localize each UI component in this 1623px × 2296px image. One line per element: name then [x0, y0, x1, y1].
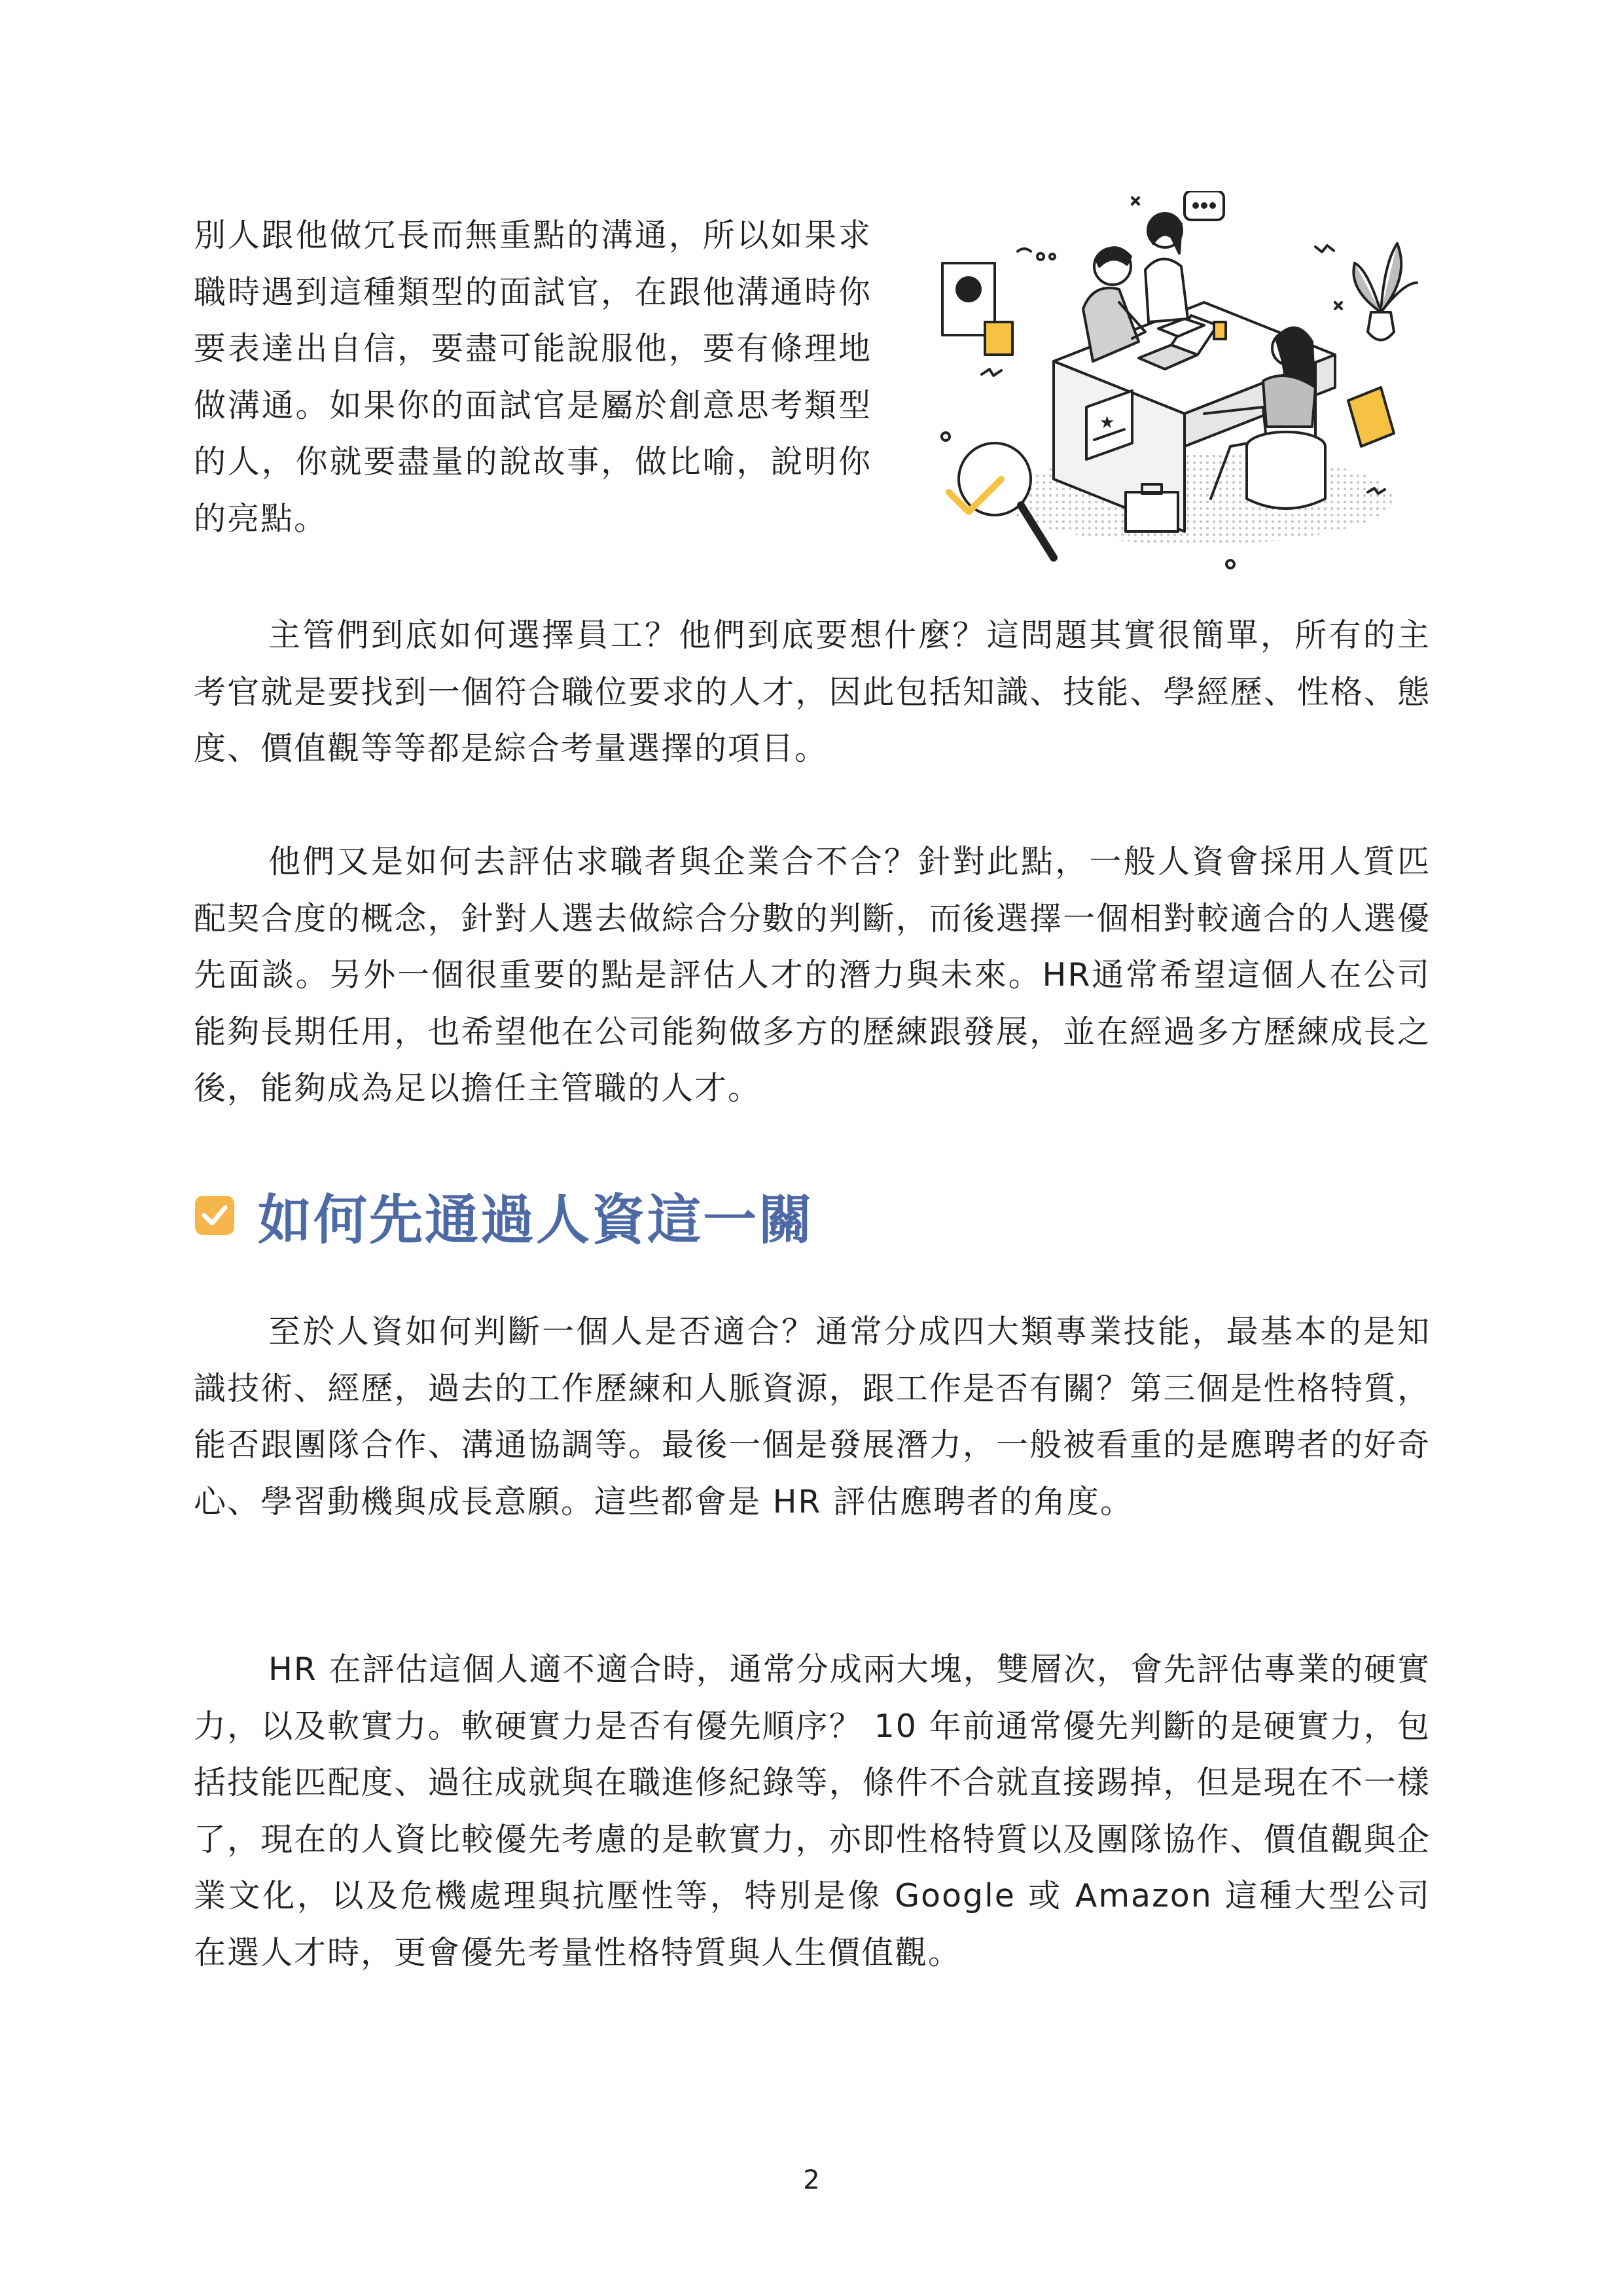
- page-number: 2: [803, 2165, 820, 2195]
- paragraph-1: 別人跟他做冗長而無重點的溝通，所以如果求職時遇到這種類型的面試官，在跟他溝通時你要表達出自信，要盡可能說服他，要有條理地做溝通。如果你的面試官是屬於創意思考類型的人，你就要盡量的說故事，做比喻，說明你的亮點。: [194, 217, 872, 537]
- checkbox-icon: [194, 1194, 236, 1236]
- paragraph-5: HR 在評估這個人適不適合時，通常分成兩大塊，雙層次，會先評估專業的硬實力，以及軟實力。軟硬實力是否有優先順序？ 10 年前通常優先判斷的是硬實力，包括技能匹配度、過往成就與在職進修紀錄等，條件不合就直接踢掉，但是現在不一樣了，現在的人資比較優先考慮的是軟實力，亦即性格特質以及團隊協作、價值觀與企業文化，以及危機處理與抗壓性等，特別是像 Google 或 Amazon 這種大型公司在選人才時，更會優先考量性格特質與人生價值觀。: [194, 1651, 1431, 1971]
- office-meeting-illustration-icon: [923, 191, 1427, 577]
- svg-text:★: ★: [1099, 413, 1115, 433]
- section-heading: [194, 1179, 814, 1251]
- section-heading-text: 如何先通過人資這一關: [258, 1189, 815, 1251]
- paragraph-2: 主管們到底如何選擇員工？他們到底要想什麼？這問題其實很簡單，所有的主考官就是要找到一個符合職位要求的人才，因此包括知識、技能、學經歷、性格、態度、價值觀等等都是綜合考量選擇的項目。: [194, 617, 1431, 767]
- paragraph-3: 他們又是如何去評估求職者與企業合不合？針對此點，一般人資會採用人質匹配契合度的概念，針對人選去做綜合分數的判斷，而後選擇一個相對較適合的人選優先面談。另外一個很重要的點是評估人才的潛力與未來。HR通常希望這個人在公司能夠長期任用，也希望他在公司能夠做多方的歷練跟發展，並在經過多方歷練成長之後，能夠成為足以擔任主管職的人才。: [194, 843, 1431, 1107]
- paragraph-4: 至於人資如何判斷一個人是否適合？通常分成四大類專業技能，最基本的是知識技術、經歷，過去的工作歷練和人脈資源，跟工作是否有關？第三個是性格特質，能否跟團隊合作、溝通協調等。最後一個是發展潛力，一般被看重的是應聘者的好奇心、學習動機與成長意願。這些都會是 HR 評估應聘者的角度。: [194, 1313, 1431, 1520]
